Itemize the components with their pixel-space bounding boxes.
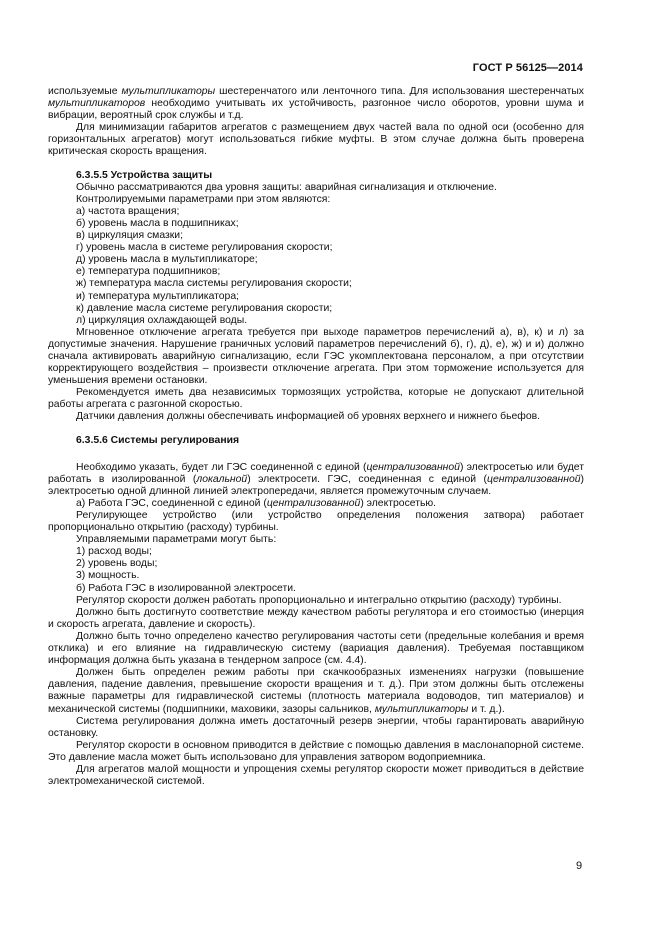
list-item: ж) температура масла системы регулирования скорости; [76,278,352,290]
paragraph: Датчики давления должны обеспечивать информацией об уровнях верхнего и нижнего бьефов. [76,411,541,423]
list-item: 3) мощность. [76,570,140,582]
paragraph: б) Работа ГЭС в изолированной электросети. [76,582,296,594]
list-item: а) частота вращения; [76,205,180,217]
protection-parameter-list [48,206,584,327]
list-item: и) температура мультипликатора; [76,290,239,302]
page-number: 9 [576,860,583,872]
paragraph: Обычно рассматриваются два уровня защиты: аварийная сигнализация и отключение. [76,181,497,193]
paragraph: Для агрегатов малой мощности и упрощения схемы регулятор скорости может приводиться в действие электромеханической системой. [48,763,584,788]
paragraph: Контролируемыми параметрами при этом являются: [76,193,331,205]
list-item: в) циркуляция смазки; [76,230,183,242]
italic-term: мультипликаторы [121,86,216,97]
list-item: г) уровень масла в системе регулирования скорости; [76,242,333,254]
italic-term: централизованной [487,473,581,485]
paragraph: Для минимизации габаритов агрегатов с размещением двух частей вала по одной оси (особенно для горизонтальных агрегатов) могут использоваться гибкие муфты. В этом случае должна быть проверена критическая скорость вращения. [48,122,584,158]
paragraph: Регулирующее устройство (или устройство определения положения затвора) работает пропорционально открытию (расходу) турбины. [48,510,584,534]
paragraph: используемые мультипликаторы шестеренчатого или ленточного типа. Для использования шестеренчатых мультипликаторов необходимо учитывать их устойчивость, разгонное число оборотов, уровни шума и вибрации, вероятный срок службы и т.д. [48,86,584,122]
paragraph: Должен быть определен режим работы при скачкообразных изменениях нагрузки (повышение давления, падение давления, превышение скорости вращения и т. д.). При этом должны быть отслежены важные параметры для гидравлической системы (плотность материала водоводов, тип материалов) и механической системы (подшипники, маховики, зазоры сальников, мультипликаторы и т. д.). [48,667,584,715]
italic-term: локальной [196,473,248,485]
paragraph: Мгновенное отключение агрегата требуется при выходе параметров перечислений а), в), к) и л) за допустимые значения. Нарушение граничных условий параметров перечислений б), г), д), е), ж) и и) должно сначала активировать аварийную сигнализацию, если ГЭС укомплектована персоналом, а при отсутствии корректирующего воздействия – произвести отключение агрегата. При этом торможение используется для уменьшения времени остановки. [48,326,584,387]
controlled-parameter-list [48,546,584,582]
paragraph: Регулятор скорости должен работать пропорционально и интегрально открытию (расходу) турбины. [76,594,562,606]
italic-term: мультипликаторы [374,703,469,715]
paragraph: Необходимо указать, будет ли ГЭС соединенной с единой (централизованной) электросетью или будет работать в изолированной (локальной) электросети. ГЭС, соединенная с единой (централизованной) электросетью одной длинной линией электропередачи, является промежуточным случаем. [48,461,584,497]
section-heading-protection: 6.3.5.5 Устройства защиты [76,169,213,181]
italic-term: централизованной [266,497,361,509]
list-item: 2) уровень воды; [76,558,158,570]
paragraph: а) Работа ГЭС, соединенной с единой (централизованной) электросетью. [76,497,437,509]
section-heading-regulation: 6.3.5.6 Системы регулирования [76,434,240,446]
list-item: л) циркуляция охлаждающей воды. [76,314,248,326]
list-item: е) температура подшипников; [76,266,221,278]
page-body [48,86,584,788]
document-code: ГОСТ Р 56125—2014 [472,62,583,74]
paragraph: Рекомендуется иметь два независимых тормозящих устройства, которые не допускают длительной работы агрегата с разгонной скоростью. [48,387,584,411]
italic-term: мультипликаторов [48,98,146,110]
list-item: д) уровень масла в мультипликаторе; [76,254,258,266]
paragraph: Система регулирования должна иметь достаточный резерв энергии, чтобы гарантировать аварийную остановку. [48,715,584,739]
paragraph: Управляемыми параметрами могут быть: [76,534,277,546]
paragraph: Должно быть достигнуто соответствие между качеством работы регулятора и его стоимостью (инерция и скорость агрегата, давление и скорость). [48,606,584,630]
list-item: б) уровень масла в подшипниках; [76,217,239,229]
list-item: 1) расход воды; [76,546,152,558]
paragraph: Должно быть точно определено качество регулирования частоты сети (предельные колебания и время отклика) и его влияние на гидравлическую систему (вариация давления). Требуемая поставщиком информация должна быть указана в тендерном запросе (см. 4.4). [48,630,584,667]
italic-term: централизованной [366,461,460,473]
paragraph: Регулятор скорости в основном приводится в действие с помощью давления в маслонапорной системе. Это давление масла может быть использовано для управления затвором водоприемника. [48,739,584,763]
list-item: к) давление масла системе регулирования скорости; [76,302,333,314]
